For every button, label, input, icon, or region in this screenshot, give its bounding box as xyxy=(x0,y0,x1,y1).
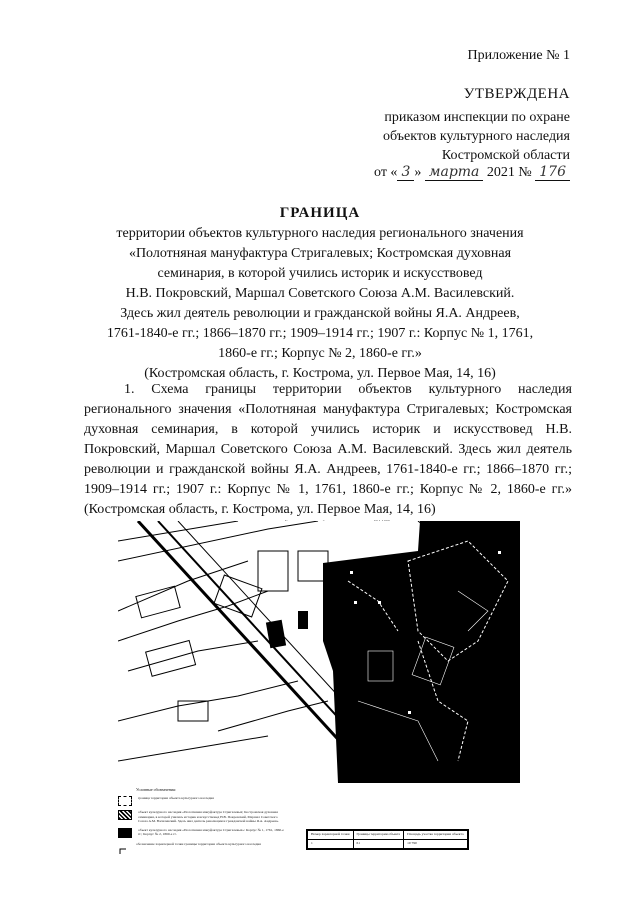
map-line xyxy=(218,701,328,731)
order-date-line xyxy=(374,164,570,181)
document-title xyxy=(80,224,560,384)
table-row xyxy=(308,840,468,849)
building-filled xyxy=(266,620,286,648)
title-line: семинария, в которой учились историк и искусствовед xyxy=(157,266,483,281)
map-line xyxy=(118,736,268,761)
coordinates-table xyxy=(306,829,469,850)
legend-title: Условные обозначения: xyxy=(136,787,177,792)
legend-text: объект культурного наследия «Полотняная мануфактура Стригалевых»: Корпус № 1, 1761, 1860-е гг.; Корпус № 2, 1860-е гг. xyxy=(138,827,284,836)
point-marker xyxy=(378,601,381,604)
table-cell: Номер характерной точки xyxy=(308,831,354,840)
hatch-fill-icon xyxy=(118,810,132,820)
order-day: 3 xyxy=(397,164,414,181)
legend-item xyxy=(118,796,298,806)
solid-fill-icon xyxy=(118,828,132,838)
title-line: 1860-е гг.; Корпус № 2, 1860-е гг.» xyxy=(218,346,422,361)
legend-item xyxy=(118,842,298,850)
order-year: 2021 № xyxy=(486,165,532,180)
appendix-label: Приложение № 1 xyxy=(467,48,570,63)
legend-text: граница территории объекта культурного наследия xyxy=(138,796,214,800)
title-line: «Полотняная мануфактура Стригалевых; Костромская духовная xyxy=(128,246,512,261)
point-marker xyxy=(354,601,357,604)
table-cell: 10 790 xyxy=(404,840,467,849)
order-mid: » xyxy=(414,165,422,180)
legend-text: обозначение характерной точки границы территории объекта культурного наследия xyxy=(136,841,261,846)
order-number: 176 xyxy=(535,164,570,181)
table-cell: 1 xyxy=(308,840,354,849)
table-cell: 61 xyxy=(353,840,404,849)
document-heading: ГРАНИЦА xyxy=(279,205,361,221)
legend-text: объект культурного наследия «Полотняная мануфактура Стригалевых; Костромская духовная семинария, в которой учились историк и искусствовед Н.В. Покровский, Маршал Советского Союза А.М. Василевский. Здесь жил деятель революции и гражданской войны Я.А. Андреев» xyxy=(138,810,279,823)
title-line: (Костромская область, г. Кострома, ул. Первое Мая, 14, 16) xyxy=(144,366,496,381)
order-month: марта xyxy=(425,164,484,181)
map-legend xyxy=(118,787,298,850)
boundary-map xyxy=(118,521,520,783)
map-line xyxy=(118,521,238,541)
approved-label: УТВЕРЖДЕНА xyxy=(463,86,570,102)
dashed-boundary-icon xyxy=(118,796,132,806)
order-line-1: приказом инспекции по охране xyxy=(384,110,570,125)
table-cell: Границы территории объекта xyxy=(353,831,404,840)
scheme-paragraph: 1. Схема границы территории объектов культурного наследия регионального значения «Полотняная мануфактура Стригалевых; Костромская духовная семинария, в которой учились историк и искусствовед Н.В. Покровский, Маршал Советского Союза А.М. Василевский. Здесь жил деятель революции и гражданской войны Я.А. Андреев, 1761-1840-е гг.; 1866–1870 гг.; 1909–1914 гг.; 1907 г.: Корпус № 1, 1761, 1860-е гг.; Корпус № 2, 1860-е гг.» (Костромская область, г. Кострома, ул. Первое Мая, 14, 16) xyxy=(84,382,572,517)
point-marker xyxy=(408,711,411,714)
heritage-territory xyxy=(323,521,520,783)
order-prefix: от « xyxy=(374,165,398,180)
legend-item xyxy=(118,828,298,838)
point-marker xyxy=(350,571,353,574)
table-cell: Площадь участка территории объекта xyxy=(404,831,467,840)
title-line: 1761-1840-е гг.; 1866–1870 гг.; 1909–1914 гг.; 1907 г.: Корпус № 1, 1761, xyxy=(106,326,534,341)
table-row xyxy=(308,831,468,840)
title-line: территории объектов культурного наследия регионального значения xyxy=(116,226,524,241)
order-line-3: Костромской области xyxy=(441,148,570,163)
legend-item xyxy=(118,810,298,824)
title-line: Здесь жил деятель революции и гражданской войны Я.А. Андреев, xyxy=(120,306,520,321)
map-drawing xyxy=(118,521,520,783)
corner-point-icon xyxy=(118,842,130,850)
order-line-2: объектов культурного наследия xyxy=(382,129,570,144)
building-filled xyxy=(298,611,308,629)
building-outline xyxy=(258,551,288,591)
point-marker xyxy=(498,551,501,554)
building-outline xyxy=(136,586,180,618)
title-line: Н.В. Покровский, Маршал Советского Союза А.М. Василевский. xyxy=(125,286,515,301)
